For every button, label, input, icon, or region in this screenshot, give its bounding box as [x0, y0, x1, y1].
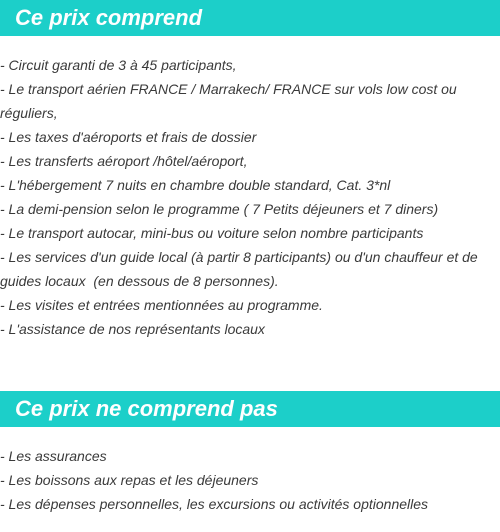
list-item: - Le transport autocar, mini-bus ou voiture selon nombre participants	[0, 225, 424, 241]
list-item: - Les services d'un guide local (à partir 8 participants) ou d'un chauffeur et de guides locaux (en dessous de 8 personnes).	[0, 249, 482, 289]
included-list	[0, 53, 500, 341]
list-item: - Les transferts aéroport /hôtel/aéroport,	[0, 153, 248, 169]
list-item: - L'assistance de nos représentants locaux	[0, 321, 265, 337]
included-heading: Ce prix comprend	[0, 0, 500, 36]
list-item: - Circuit garanti de 3 à 45 participants,	[0, 57, 237, 73]
list-item: - Les assurances	[0, 448, 107, 464]
excluded-heading: Ce prix ne comprend pas	[0, 391, 500, 427]
list-item: - Les dépenses personnelles, les excursions ou activités optionnelles	[0, 496, 429, 512]
excluded-list	[0, 444, 500, 516]
excluded-section	[0, 391, 500, 516]
list-item: - Les boissons aux repas et les déjeuners	[0, 472, 259, 488]
list-item: - Les taxes d'aéroports et frais de dossier	[0, 129, 257, 145]
list-item: - Les visites et entrées mentionnées au programme.	[0, 297, 323, 313]
list-item: - L'hébergement 7 nuits en chambre double standard, Cat. 3*nl	[0, 177, 391, 193]
list-item: - La demi-pension selon le programme ( 7 Petits déjeuners et 7 diners)	[0, 201, 439, 217]
list-item: - Le transport aérien FRANCE / Marrakech/ FRANCE sur vols low cost ou réguliers,	[0, 81, 461, 121]
